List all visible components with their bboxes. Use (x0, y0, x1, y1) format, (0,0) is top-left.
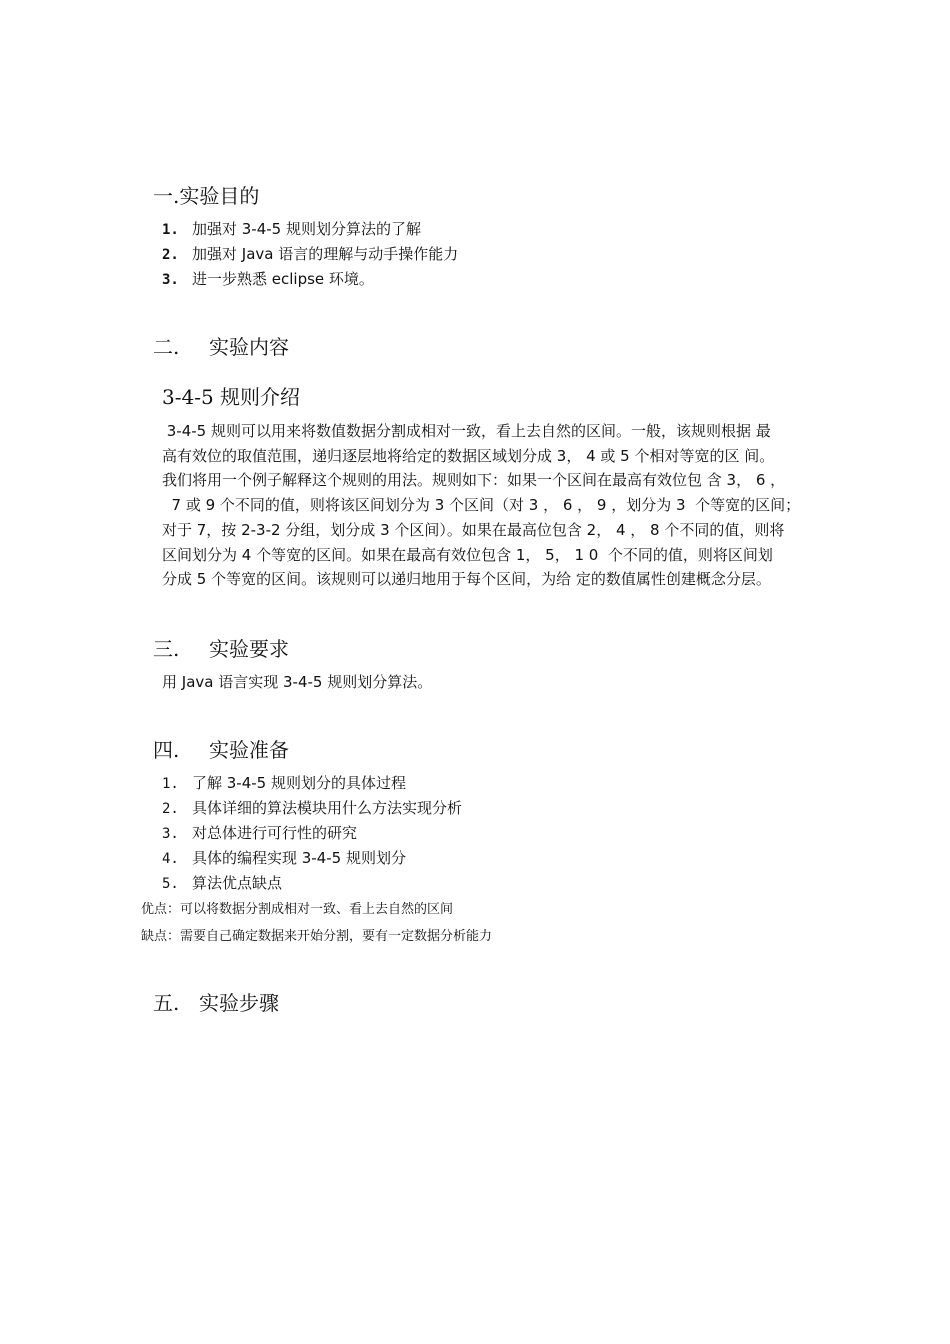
paragraph-line: 分成 5 个等宽的区间。该规则可以递归地用于每个区间，为给 定的数值属性创建概念分层。 (162, 570, 771, 589)
list-item (162, 218, 421, 240)
list-item (162, 772, 406, 794)
list-item (162, 797, 462, 819)
list-number: 5. (162, 876, 179, 892)
list-number: 3. (162, 826, 179, 842)
section-number: 四. (153, 738, 180, 762)
list-text: 算法优点缺点 (192, 874, 283, 892)
paragraph-line: 3-4-5 规则可以用来将数值数据分割成相对一致，看上去自然的区间。一般，该规则根据 最 (162, 422, 771, 440)
section-title: 一.实验目的 (153, 184, 260, 208)
section-number: 五. (153, 991, 180, 1015)
list-number: 2. (162, 247, 179, 263)
list-item (162, 822, 357, 844)
paragraph-line: 7 或 9 个不同的值，则将该区间划分为 3 个区间（对 3 ， 6 ， 9 ，划分为 3 个等宽的区间； (162, 496, 801, 515)
section-heading-prep (153, 734, 289, 763)
section-heading-steps (153, 987, 279, 1016)
paragraph-line: 我们将用一个例子解释这个规则的用法。规则如下：如果一个区间在最高有效位包 含 3， 6 ， (162, 471, 786, 490)
pros-text: 优点：可以将数据分割成相对一致、看上去自然的区间 (141, 902, 454, 917)
requirement-text: 用 Java 语言实现 3-4-5 规则划分算法。 (162, 673, 433, 691)
list-text: 加强对 Java 语言的理解与动手操作能力 (192, 245, 459, 263)
section-number: 三. (153, 637, 180, 661)
section-heading-content (153, 331, 289, 360)
list-item (162, 268, 374, 290)
paragraph-line: 对于 7，按 2-3-2 分组，划分成 3 个区间）。如果在最高位包含 2， 4 ， 8 个不同的值，则将 (162, 520, 785, 539)
list-text: 对总体进行可行性的研究 (192, 824, 358, 842)
list-text: 具体详细的算法模块用什么方法实现分析 (192, 799, 463, 817)
section-heading-requirement (153, 633, 289, 662)
list-text: 了解 3-4-5 规则划分的具体过程 (192, 774, 406, 792)
list-text: 进一步熟悉 eclipse 环境。 (192, 270, 374, 288)
subheading-rule-intro: 3-4-5 规则介绍 (162, 385, 301, 409)
list-item (162, 872, 282, 894)
list-text: 加强对 3-4-5 规则划分算法的了解 (192, 220, 421, 238)
cons-text: 缺点：需要自己确定数据来开始分割，要有一定数据分析能力 (141, 929, 493, 944)
list-text: 具体的编程实现 3-4-5 规则划分 (192, 849, 406, 867)
paragraph-line: 高有效位的取值范围，递归逐层地将给定的数据区域划分成 3， 4 或 5 个相对等宽的区 间。 (162, 446, 775, 465)
rule-intro-paragraph (162, 419, 828, 592)
list-number: 2. (162, 801, 179, 817)
list-item (162, 243, 458, 265)
list-item (162, 847, 406, 869)
section-title: 实验要求 (209, 637, 289, 661)
section-title: 实验步骤 (199, 991, 279, 1015)
list-number: 1. (162, 776, 179, 792)
list-number: 4. (162, 851, 179, 867)
section-title: 实验准备 (209, 738, 289, 762)
section-title: 实验内容 (209, 335, 289, 359)
section-heading-goals (153, 180, 259, 209)
section-number: 二. (153, 335, 180, 359)
list-number: 1. (162, 222, 179, 238)
list-number: 3. (162, 272, 179, 288)
paragraph-line: 区间划分为 4 个等宽的区间。如果在最高有效位包含 1， 5， 1 0 个不同的值，则将区间划 (162, 545, 773, 564)
